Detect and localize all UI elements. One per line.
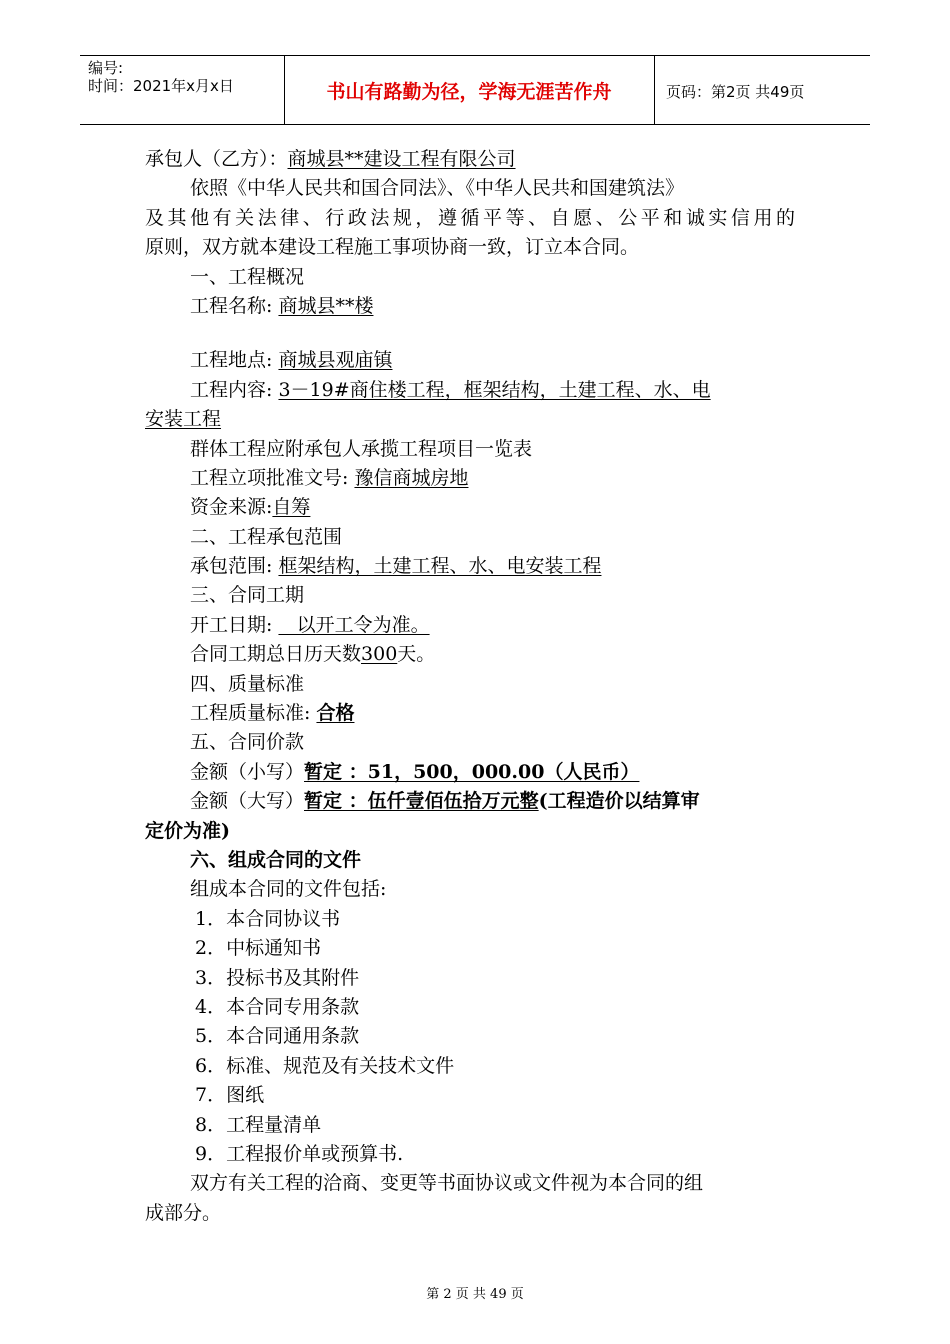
closing-paragraph-line: 双方有关工程的洽商、变更等书面协议或文件视为本合同的组	[190, 1172, 704, 1195]
amount-big-value: 暂定 ：伍仟壹佰伍拾万元整	[304, 790, 539, 813]
group-project-note: 群体工程应附承包人承揽工程项目一览表	[190, 437, 533, 460]
project-location-line: 工程地点: 商城县观庙镇	[190, 349, 393, 372]
project-content: 3－19#商住楼工程，框架结构，土建工程、水、电	[278, 378, 711, 401]
page-footer: 第 2 页 共 49 页	[426, 1287, 524, 1302]
duration-line: 合同工期总日历天数300天。	[190, 643, 436, 666]
amount-big-line: 金额（大写）暂定 ：伍仟壹佰伍拾万元整(工程造价以结算审	[190, 790, 700, 813]
header-top-rule	[80, 55, 870, 56]
section-title: 二、工程承包范围	[190, 525, 343, 548]
header-bottom-rule	[80, 124, 870, 125]
section-title: 四、质量标准	[190, 672, 305, 695]
list-item: 2．中标通知书	[195, 937, 322, 960]
project-content-line: 工程内容: 3－19#商住楼工程，框架结构，土建工程、水、电	[190, 378, 711, 401]
header-motto: 书山有路勤为径，学海无涯苦作舟	[326, 81, 612, 103]
scope-line: 承包范围: 框架结构，土建工程、水、电安装工程	[190, 555, 602, 578]
contractor-name: 商城县**建设工程有限公司	[287, 148, 516, 170]
section-title: 六、组成合同的文件	[190, 848, 362, 871]
project-location: 商城县观庙镇	[278, 349, 393, 372]
section-title: 五、合同价款	[190, 731, 305, 754]
contractor-line: 承包人（乙方）：商城县**建设工程有限公司	[145, 148, 516, 170]
list-item: 4．本合同专用条款	[195, 995, 360, 1018]
start-date-line: 开工日期: 以开工令为准。	[190, 613, 430, 636]
closing-paragraph-line: 成部分。	[145, 1201, 222, 1224]
duration-days: 300	[361, 643, 398, 666]
section-title: 三、合同工期	[190, 584, 305, 607]
list-item: 9．工程报价单或预算书.	[195, 1142, 404, 1165]
intro-paragraph-line: 原则，双方就本建设工程施工事项协商一致，订立本合同。	[145, 236, 640, 259]
document-number-label: 编号:	[88, 59, 124, 77]
document-time: 时间：2021年x月x日	[88, 77, 234, 95]
section-title: 一、工程概况	[190, 265, 305, 288]
project-content-line: 安装工程	[145, 408, 222, 431]
fund-source: 自筹	[272, 496, 311, 519]
page-header	[80, 55, 870, 125]
quality-value: 合格	[316, 702, 355, 725]
list-item: 3．投标书及其附件	[195, 966, 360, 989]
docs-intro: 组成本合同的文件包括:	[190, 878, 387, 901]
list-item: 5．本合同通用条款	[195, 1025, 360, 1048]
list-item: 8．工程量清单	[195, 1113, 322, 1136]
list-item: 7．图纸	[195, 1084, 265, 1107]
project-name: 商城县**楼	[278, 294, 374, 317]
contract-body	[145, 145, 795, 1228]
list-item: 1．本合同协议书	[195, 907, 341, 930]
header-divider	[654, 55, 655, 125]
amount-small-line: 金额（小写）暂定 ：51，500，000.00（人民币）	[190, 760, 640, 783]
fund-source-line: 资金来源:自筹	[190, 496, 311, 519]
quality-line: 工程质量标准: 合格	[190, 702, 355, 725]
scope-value: 框架结构，土建工程、水、电安装工程	[278, 555, 602, 578]
docs-list	[145, 905, 795, 1170]
amount-small-value: 暂定 ：51，500，000.00（人民币）	[304, 760, 640, 783]
project-name-line: 工程名称: 商城县**楼	[190, 294, 374, 317]
approval-number: 豫信商城房地	[354, 466, 469, 489]
header-page-info: 页码：第2页 共49页	[666, 83, 805, 101]
list-item: 6．标准、规范及有关技术文件	[195, 1054, 455, 1077]
intro-paragraph-line: 依照《中华人民共和国合同法》、《中华人民共和国建筑法》	[190, 177, 685, 200]
start-date: 以开工令为准。	[278, 613, 430, 636]
intro-paragraph-line: 及其他有关法律、行政法规，遵循平等、自愿、公平和诚实信用的	[145, 206, 795, 229]
header-meta	[88, 59, 234, 95]
amount-big-note: 定价为准)	[145, 819, 230, 842]
approval-number-line: 工程立项批准文号: 豫信商城房地	[190, 466, 469, 489]
